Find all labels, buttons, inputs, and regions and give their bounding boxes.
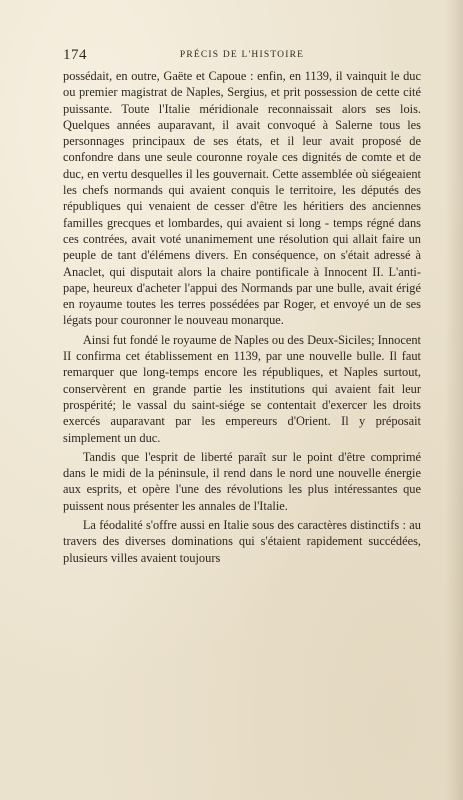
paragraph-continued: possédait, en outre, Gaëte et Capoue : enfin, en 1139, il vainquit le duc ou premier magistrat de Naples, Sergius, et prit possession de cette cité puissante. Toute l'Italie méridionale reconnaissait alors ses lois. Quelques années auparavant, il avait convoqué à Salerne tous les personnages principaux de ses états, et il leur avait proposé de confondre dans une seule couronne royale ces dignités de comte et de duc, en vertu desquelles il les gouvernait. Cette assemblée où siégeaient les chefs normands qui avaient conquis le territoire, les députés des républiques qui venaient de cesser d'être les héritiers des anciennes familles grecques et lombardes, qui avaient si long - temps régné dans ces contrées, avait voté unanimement une résolution qui allait faire un peuple de tant d'élémens divers. En conséquence, on s'était adressé à Anaclet, qui disputait alors la chaire pontificale à Innocent II. L'anti-pape, heureux d'acheter l'appui des Normands par une bulle, avait érigé en royaume toutes les terres possédées par Roger, et envoyé un de ses légats pour couronner le nouveau monarque. — [63, 69, 421, 328]
page-edge-shadow — [445, 0, 463, 800]
paragraph: Tandis que l'esprit de liberté paraît sur le point d'être comprimé dans le midi de la péninsule, il rend dans le nord une nouvelle énergie aux esprits, et opère l'une des révolutions les plus intéressantes que puissent nous présenter les annales de l'Italie. — [63, 449, 421, 513]
running-head: PRÉCIS DE L'HISTOIRE — [179, 50, 305, 60]
body-text — [63, 68, 421, 566]
paragraph: La féodalité s'offre aussi en Italie sous des caractères distinctifs : au travers des diverses dominations qui s'étaient rapidement succédées, plusieurs villes avaient toujours — [63, 518, 421, 565]
page-number: 174 — [63, 47, 87, 63]
paragraph: Ainsi fut fondé le royaume de Naples ou des Deux-Siciles; Innocent II confirma cet établissement en 1139, par une nouvelle bulle. Il faut remarquer que long-temps encore les républiques, et Naples surtout, conservèrent en grande partie les institutions qui avaient fait leur prospérité; le vassal du saint-siége se contentait d'exercer les droits exercés auparavant par les empereurs d'Orient. Il y préposait simplement un duc. — [63, 332, 421, 445]
page-header — [63, 47, 421, 67]
